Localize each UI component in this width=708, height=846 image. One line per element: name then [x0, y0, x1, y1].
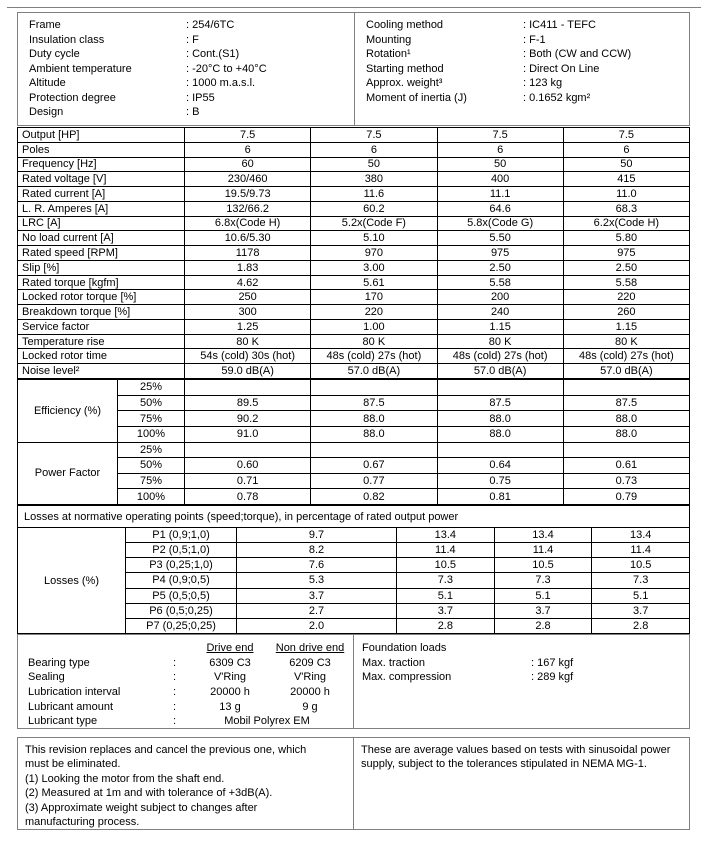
- losses-cell-col1: 2.0: [236, 619, 396, 633]
- info-label: Protection degree: [29, 91, 116, 104]
- powerfactor-block: [18, 442, 689, 505]
- efficiency-row: [118, 395, 689, 411]
- losses-point-label: P2 (0,5;1,0): [152, 544, 210, 557]
- ratings-cell-col4: 5.80: [563, 231, 689, 245]
- ratings-row: [18, 319, 689, 334]
- ratings-cell-col3: 6: [437, 143, 563, 157]
- ratings-row-label: Breakdown torque [%]: [22, 306, 131, 319]
- info-line: [18, 76, 354, 91]
- bearings-row-label: Lubricant amount: [28, 700, 113, 713]
- ratings-row: [18, 275, 689, 290]
- footnotes-section: [17, 737, 690, 830]
- losses-cell-col3: 13.4: [494, 528, 592, 542]
- powerfactor-cell-col3: 0.81: [437, 489, 563, 504]
- powerfactor-cell-col4: [563, 443, 689, 458]
- ratings-cell-col3: 57.0 dB(A): [437, 364, 563, 378]
- losses-cell-col3: 3.7: [494, 604, 592, 618]
- info-label: Ambient temperature: [29, 62, 132, 75]
- ratings-cell-col2: 5.2x(Code F): [310, 217, 436, 231]
- info-label: Altitude: [29, 77, 66, 90]
- info-label: Frame: [29, 19, 61, 32]
- efficiency-label: Efficiency (%): [18, 380, 118, 442]
- ratings-cell-col3: 200: [437, 290, 563, 304]
- losses-point-label: P6 (0,5;0,25): [149, 604, 213, 617]
- info-value: : Both (CW and CCW): [523, 48, 632, 61]
- ratings-row-label: Rated speed [RPM]: [22, 247, 118, 259]
- ratings-row-label: No load current [A]: [22, 232, 114, 245]
- losses-row: [126, 557, 689, 572]
- drive-end-value: 6309 C3: [209, 656, 251, 669]
- losses-cell-col2: 10.5: [396, 558, 494, 572]
- foundation-row-value: : 167 kgf: [531, 656, 574, 669]
- efficiency-cell-col2: 88.0: [310, 427, 436, 442]
- losses-row: [126, 572, 689, 587]
- ratings-row: [18, 216, 689, 231]
- losses-cell-col1: 3.7: [236, 589, 396, 603]
- ratings-cell-col1: 1178: [184, 246, 310, 260]
- load-percentage: 75%: [139, 412, 163, 425]
- info-line: [18, 47, 354, 62]
- ratings-cell-col2: 5.10: [310, 231, 436, 245]
- ratings-cell-col4: 68.3: [563, 202, 689, 216]
- foundation-row-value: : 289 kgf: [531, 671, 574, 684]
- powerfactor-cell-col2: 0.82: [310, 489, 436, 504]
- losses-point-label: P3 (0,25;1,0): [149, 559, 213, 572]
- ratings-cell-col1: 19.5/9.73: [184, 187, 310, 201]
- ratings-cell-col3: 1.15: [437, 320, 563, 334]
- bearings-row-label: Sealing: [28, 671, 65, 684]
- tolerance-note: These are average values based on tests with sinusoidal power supply, subject to the tolerances stipulated in NEMA MG-1.: [361, 744, 671, 771]
- ratings-cell-col2: 220: [310, 305, 436, 319]
- bearings-row-label: Bearing type: [28, 656, 90, 669]
- efficiency-cell-col2: 87.5: [310, 396, 436, 411]
- losses-cell-col1: 2.7: [236, 604, 396, 618]
- losses-point-label: P4 (0,9;0,5): [152, 574, 210, 587]
- bearings-row: [28, 656, 353, 671]
- ratings-row-label: Frequency [Hz]: [22, 158, 97, 171]
- efficiency-cell-col3: [437, 380, 563, 395]
- powerfactor-row: [118, 457, 689, 473]
- ratings-cell-col4: 57.0 dB(A): [563, 364, 689, 378]
- losses-cell-col3: 10.5: [494, 558, 592, 572]
- ratings-cell-col4: 220: [563, 290, 689, 304]
- efficiency-cell-col4: [563, 380, 689, 395]
- ratings-cell-col4: 6: [563, 143, 689, 157]
- ratings-cell-col3: 975: [437, 246, 563, 260]
- info-label: Duty cycle: [29, 48, 80, 61]
- efficiency-cell-col3: 88.0: [437, 411, 563, 426]
- ratings-cell-col2: 970: [310, 246, 436, 260]
- ratings-cell-col3: 2.50: [437, 261, 563, 275]
- drive-end-header: Drive end: [206, 642, 254, 655]
- lubricant-type-value: Mobil Polyrex EM: [224, 715, 310, 728]
- info-label: Cooling method: [366, 19, 444, 32]
- ratings-cell-col3: 5.58: [437, 276, 563, 290]
- info-line: [355, 62, 689, 77]
- bearings-foundation-section: [17, 634, 690, 729]
- losses-cell-col1: 7.6: [236, 558, 396, 572]
- info-value: : Direct On Line: [523, 62, 600, 75]
- ratings-cell-col2: 7.5: [310, 128, 436, 142]
- losses-cell-col4: 11.4: [591, 543, 689, 557]
- losses-cell-col2: 5.1: [396, 589, 494, 603]
- powerfactor-cell-col2: [310, 443, 436, 458]
- ratings-cell-col4: 50: [563, 158, 689, 172]
- info-value: : 123 kg: [523, 77, 563, 90]
- info-line: [355, 91, 689, 106]
- colon: :: [173, 686, 177, 699]
- powerfactor-cell-col1: [184, 443, 310, 458]
- efficiency-cell-col3: 88.0: [437, 427, 563, 442]
- efficiency-row: [118, 410, 689, 426]
- losses-rows: [126, 528, 689, 633]
- foundation-loads-panel: [354, 635, 689, 728]
- footnote-line: This revision replaces and cancel the previous one, which must be eliminated.: [25, 744, 307, 771]
- load-percentage: 50%: [139, 459, 163, 472]
- powerfactor-row: [118, 443, 689, 458]
- bearings-row: [28, 670, 353, 685]
- powerfactor-cell-col2: 0.67: [310, 458, 436, 473]
- bearings-row-label: Lubrication interval: [28, 686, 121, 699]
- efficiency-powerfactor-table: [17, 379, 690, 505]
- ratings-row: [18, 171, 689, 186]
- ratings-row: [18, 260, 689, 275]
- info-line: [355, 18, 689, 33]
- ratings-cell-col2: 380: [310, 172, 436, 186]
- ratings-cell-col3: 240: [437, 305, 563, 319]
- powerfactor-rows: [118, 443, 689, 505]
- info-line: [18, 105, 354, 120]
- non-drive-end-value: 6209 C3: [289, 656, 331, 669]
- ratings-cell-col4: 260: [563, 305, 689, 319]
- efficiency-cell-col4: 88.0: [563, 411, 689, 426]
- powerfactor-cell-col3: 0.75: [437, 474, 563, 489]
- info-line: [18, 62, 354, 77]
- losses-cell-col2: 7.3: [396, 573, 494, 587]
- ratings-row: [18, 245, 689, 260]
- losses-point-label: P7 (0,25;0,25): [146, 619, 216, 632]
- ratings-row-label: Locked rotor torque [%]: [22, 291, 137, 304]
- ratings-row: [18, 334, 689, 349]
- ratings-row-label: Rated current [A]: [22, 187, 106, 200]
- powerfactor-cell-col1: 0.71: [184, 474, 310, 489]
- efficiency-cell-col3: 87.5: [437, 396, 563, 411]
- losses-point-label: P1 (0,9;1,0): [152, 529, 210, 542]
- footnote-line: (1) Looking the motor from the shaft end.: [25, 772, 225, 785]
- losses-cell-col4: 13.4: [591, 528, 689, 542]
- losses-cell-col4: 5.1: [591, 589, 689, 603]
- ratings-cell-col1: 7.5: [184, 128, 310, 142]
- ratings-cell-col4: 6.2x(Code H): [563, 217, 689, 231]
- ratings-row: [18, 128, 689, 142]
- info-line: [18, 91, 354, 106]
- ratings-cell-col1: 54s (cold) 30s (hot): [184, 349, 310, 363]
- losses-cell-col3: 11.4: [494, 543, 592, 557]
- info-label: Starting method: [366, 62, 444, 75]
- powerfactor-cell-col2: 0.77: [310, 474, 436, 489]
- ratings-row: [18, 201, 689, 216]
- load-percentage: 25%: [139, 381, 163, 394]
- info-label: Approx. weight³: [366, 77, 443, 90]
- efficiency-block: [18, 380, 689, 442]
- ratings-cell-col1: 132/66.2: [184, 202, 310, 216]
- ratings-cell-col3: 400: [437, 172, 563, 186]
- ratings-row-label: Service factor: [22, 320, 90, 333]
- powerfactor-cell-col4: 0.73: [563, 474, 689, 489]
- ratings-row-label: Rated torque [kgfm]: [22, 276, 119, 289]
- ratings-cell-col3: 80 K: [437, 335, 563, 349]
- colon: :: [173, 671, 177, 684]
- ratings-row: [18, 304, 689, 319]
- ratings-row: [18, 186, 689, 201]
- ratings-cell-col1: 1.83: [184, 261, 310, 275]
- lubricant-type-label: Lubricant type: [28, 715, 98, 728]
- powerfactor-cell-col3: [437, 443, 563, 458]
- powerfactor-cell-col4: 0.79: [563, 489, 689, 504]
- ratings-row-label: L. R. Amperes [A]: [22, 202, 109, 215]
- ratings-cell-col3: 11.1: [437, 187, 563, 201]
- losses-cell-col3: 7.3: [494, 573, 592, 587]
- losses-row: [126, 542, 689, 557]
- ratings-cell-col3: 50: [437, 158, 563, 172]
- load-percentage: 50%: [139, 396, 163, 409]
- ratings-cell-col2: 1.00: [310, 320, 436, 334]
- colon: :: [173, 656, 177, 669]
- ratings-cell-col3: 5.50: [437, 231, 563, 245]
- losses-cell-col1: 5.3: [236, 573, 396, 587]
- ratings-row: [18, 348, 689, 363]
- ratings-row-label: Locked rotor time: [22, 350, 107, 363]
- foundation-row: [362, 670, 689, 685]
- powerfactor-row: [118, 488, 689, 504]
- ratings-cell-col1: 6.8x(Code H): [184, 217, 310, 231]
- bearings-row: [28, 685, 353, 700]
- ratings-row-label: Rated voltage [V]: [22, 173, 107, 186]
- drive-end-value: V'Ring: [213, 671, 247, 684]
- bearings-row: [28, 699, 353, 714]
- ratings-cell-col2: 11.6: [310, 187, 436, 201]
- info-line: [355, 76, 689, 91]
- ratings-row: [18, 230, 689, 245]
- info-label: Design: [29, 106, 64, 119]
- info-value: : Cont.(S1): [186, 48, 240, 61]
- lubricant-type-row: [28, 714, 353, 729]
- foundation-row: [362, 656, 689, 671]
- bearings-header-row: [28, 641, 353, 656]
- losses-row: [126, 603, 689, 618]
- info-value: : 0.1652 kgm²: [523, 91, 591, 104]
- ratings-cell-col2: 5.61: [310, 276, 436, 290]
- ratings-cell-col4: 48s (cold) 27s (hot): [563, 349, 689, 363]
- info-value: : IP55: [186, 91, 215, 104]
- losses-cell-col4: 7.3: [591, 573, 689, 587]
- info-label: Rotation¹: [366, 48, 411, 61]
- info-value: : 1000 m.a.s.l.: [186, 77, 256, 90]
- ratings-cell-col3: 5.8x(Code G): [437, 217, 563, 231]
- non-drive-end-header: Non drive end: [275, 642, 345, 655]
- ratings-cell-col2: 80 K: [310, 335, 436, 349]
- losses-section: [17, 505, 690, 634]
- ratings-cell-col1: 10.6/5.30: [184, 231, 310, 245]
- footnote-line: (3) Approximate weight subject to changes after manufacturing process.: [25, 801, 258, 829]
- info-value: : F-1: [523, 33, 546, 46]
- info-line: [355, 47, 689, 62]
- ratings-cell-col1: 80 K: [184, 335, 310, 349]
- losses-cell-col1: 8.2: [236, 543, 396, 557]
- efficiency-cell-col1: [184, 380, 310, 395]
- info-value: : B: [186, 106, 200, 119]
- ratings-cell-col4: 5.58: [563, 276, 689, 290]
- ratings-table: [17, 127, 690, 379]
- efficiency-cell-col4: 88.0: [563, 427, 689, 442]
- ratings-cell-col4: 7.5: [563, 128, 689, 142]
- info-line: [18, 33, 354, 48]
- footnotes-right: [354, 738, 689, 829]
- ratings-cell-col4: 2.50: [563, 261, 689, 275]
- info-line: [355, 33, 689, 48]
- losses-cell-col4: 2.8: [591, 619, 689, 633]
- powerfactor-cell-col3: 0.64: [437, 458, 563, 473]
- ratings-cell-col2: 170: [310, 290, 436, 304]
- efficiency-row: [118, 380, 689, 395]
- losses-point-label: P5 (0,5;0,5): [152, 589, 210, 602]
- losses-cell-col4: 3.7: [591, 604, 689, 618]
- ratings-cell-col1: 59.0 dB(A): [184, 364, 310, 378]
- ratings-cell-col4: 415: [563, 172, 689, 186]
- general-info-left: [18, 13, 354, 125]
- ratings-cell-col1: 60: [184, 158, 310, 172]
- info-value: : -20°C to +40°C: [186, 62, 267, 75]
- efficiency-cell-col2: 88.0: [310, 411, 436, 426]
- losses-cell-col2: 13.4: [396, 528, 494, 542]
- losses-cell-col4: 10.5: [591, 558, 689, 572]
- colon: :: [173, 715, 177, 728]
- losses-cell-col2: 3.7: [396, 604, 494, 618]
- non-drive-end-value: 9 g: [302, 700, 318, 713]
- ratings-cell-col1: 4.62: [184, 276, 310, 290]
- ratings-cell-col3: 7.5: [437, 128, 563, 142]
- info-line: [18, 18, 354, 33]
- ratings-cell-col1: 300: [184, 305, 310, 319]
- foundation-row-label: Max. compression: [362, 671, 452, 684]
- ratings-cell-col2: 3.00: [310, 261, 436, 275]
- footnote-line: (2) Measured at 1m and with tolerance of +3dB(A).: [25, 787, 273, 800]
- ratings-cell-col2: 60.2: [310, 202, 436, 216]
- ratings-row: [18, 289, 689, 304]
- bearings-rows: [28, 656, 353, 714]
- info-label: Insulation class: [29, 33, 105, 46]
- losses-row: [126, 618, 689, 633]
- ratings-cell-col2: 50: [310, 158, 436, 172]
- powerfactor-row: [118, 473, 689, 489]
- load-percentage: 100%: [136, 490, 166, 503]
- load-percentage: 100%: [136, 428, 166, 441]
- bearings-panel: [18, 635, 354, 728]
- efficiency-rows: [118, 380, 689, 442]
- foundation-row-label: Max. traction: [362, 656, 425, 669]
- losses-row: [126, 528, 689, 542]
- top-divider: [7, 7, 701, 8]
- ratings-cell-col4: 11.0: [563, 187, 689, 201]
- efficiency-cell-col1: 91.0: [184, 427, 310, 442]
- losses-cell-col3: 5.1: [494, 589, 592, 603]
- powerfactor-cell-col1: 0.78: [184, 489, 310, 504]
- losses-table: [18, 528, 689, 633]
- load-percentage: 75%: [139, 475, 163, 488]
- ratings-row-label: Output [HP]: [22, 128, 80, 141]
- efficiency-cell-col4: 87.5: [563, 396, 689, 411]
- ratings-cell-col3: 64.6: [437, 202, 563, 216]
- ratings-cell-col1: 230/460: [184, 172, 310, 186]
- ratings-cell-col1: 6: [184, 143, 310, 157]
- load-percentage: 25%: [139, 443, 163, 456]
- colon: :: [173, 700, 177, 713]
- ratings-cell-col2: 57.0 dB(A): [310, 364, 436, 378]
- ratings-row-label: LRC [A]: [22, 217, 61, 230]
- losses-label: Losses (%): [18, 528, 126, 633]
- drive-end-value: 13 g: [219, 700, 241, 713]
- losses-cell-col3: 2.8: [494, 619, 592, 633]
- drive-end-value: 20000 h: [210, 686, 250, 699]
- powerfactor-cell-col1: 0.60: [184, 458, 310, 473]
- ratings-cell-col1: 1.25: [184, 320, 310, 334]
- ratings-row-label: Temperature rise: [22, 335, 105, 348]
- ratings-row-label: Poles: [22, 143, 50, 156]
- ratings-row: [18, 157, 689, 172]
- ratings-row: [18, 142, 689, 157]
- ratings-cell-col4: 975: [563, 246, 689, 260]
- general-info-section: [17, 12, 690, 126]
- efficiency-cell-col1: 89.5: [184, 396, 310, 411]
- losses-row: [126, 588, 689, 603]
- general-info-right: [354, 13, 689, 125]
- ratings-row-label: Slip [%]: [22, 261, 60, 274]
- losses-cell-col2: 11.4: [396, 543, 494, 557]
- info-value: : 254/6TC: [186, 19, 235, 32]
- ratings-cell-col2: 6: [310, 143, 436, 157]
- non-drive-end-value: V'Ring: [293, 671, 327, 684]
- ratings-cell-col3: 48s (cold) 27s (hot): [437, 349, 563, 363]
- info-label: Mounting: [366, 33, 412, 46]
- non-drive-end-value: 20000 h: [290, 686, 330, 699]
- powerfactor-label: Power Factor: [18, 443, 118, 505]
- losses-cell-col2: 2.8: [396, 619, 494, 633]
- ratings-cell-col2: 48s (cold) 27s (hot): [310, 349, 436, 363]
- losses-title: Losses at normative operating points (speed;torque), in percentage of rated output power: [18, 506, 689, 528]
- efficiency-row: [118, 426, 689, 442]
- info-value: : IC411 - TEFC: [523, 19, 596, 32]
- powerfactor-cell-col4: 0.61: [563, 458, 689, 473]
- ratings-cell-col4: 1.15: [563, 320, 689, 334]
- ratings-row: [18, 363, 689, 378]
- foundation-rows: [362, 656, 689, 685]
- ratings-cell-col1: 250: [184, 290, 310, 304]
- footnotes-left: [18, 738, 354, 829]
- info-value: : F: [186, 33, 199, 46]
- efficiency-cell-col1: 90.2: [184, 411, 310, 426]
- ratings-row-label: Noise level²: [22, 365, 80, 378]
- info-label: Moment of inertia (J): [366, 91, 467, 104]
- ratings-cell-col4: 80 K: [563, 335, 689, 349]
- foundation-loads-title: Foundation loads: [362, 642, 447, 655]
- efficiency-cell-col2: [310, 380, 436, 395]
- losses-cell-col1: 9.7: [236, 528, 396, 542]
